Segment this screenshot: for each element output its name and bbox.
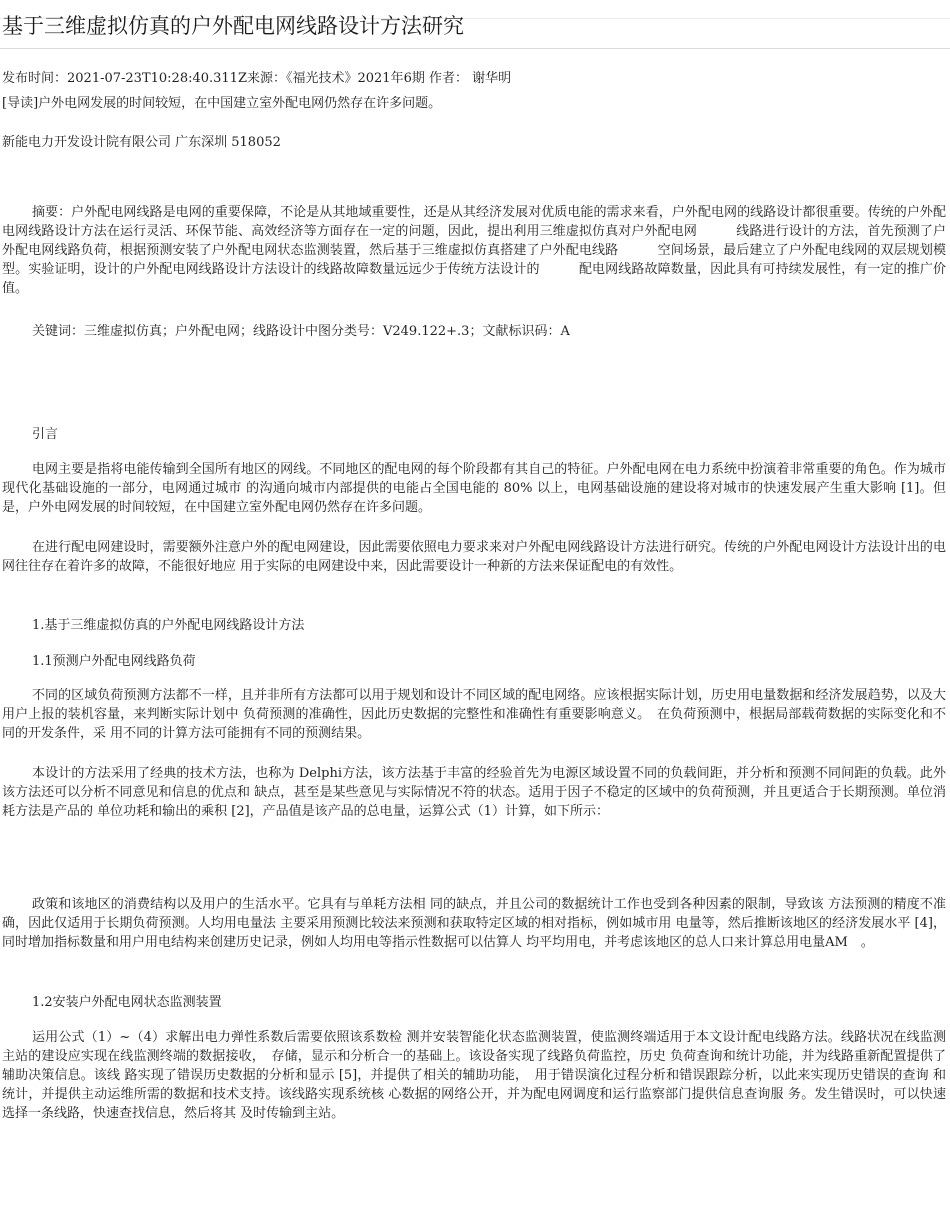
body-paragraph: 本设计的方法采用了经典的技术方法，也称为 Delphi方法，该方法基于丰富的经验首先为电源区域设置不同的负载间距，并分析和预测不同间距的负载。此外该方法还可以分析不同意见和信息的优点和 缺点，甚至是某些意见与实际情况不符的状态。适用于因子不稳定的区域中的负荷预测，并且更适合于长期预测。单位消耗方法是产品的 单位功耗和输出的乘积 [2]，产品值是该产品的总电量，运算公式（1）计算，如下所示：: [2, 766, 946, 819]
body-paragraph: 政策和该地区的消费结构以及用户的生活水平。它具有与单耗方法相 同的缺点，并且公司的数据统计工作也受到各种因素的限制，导致该 方法预测的精度不准确，因此仅适用于长期负荷预测。人均用电量法 主要采用预测比较法来预测和获取特定区域的相对指标，例如城市用 电量等，然后推断该地区的经济发展水平 [4]，同时增加指标数量和用户用电结构来创建历史记录，例如人均用电等指示性数据可以估算人 均平均用电，并考虑该地区的总人口来计算总用电量AM 。: [2, 897, 947, 950]
keywords-line: 关键词：三维虚拟仿真；户外配电网；线路设计中图分类号：V249.122+.3；文献标识码：A: [32, 324, 570, 339]
section-heading-intro: 引言: [32, 427, 59, 442]
body-paragraph: 在进行配电网建设时，需要额外注意户外的配电网建设，因此需要依照电力要求来对户外配电网线路设计方法进行研究。传统的户外配电网设计方法设计出的电网往往存在着许多的故障，不能很好地应 用于实际的电网建设中来，因此需要设计一种新的方法来保证配电的有效性。: [2, 540, 946, 574]
abstract-paragraph: 摘要：户外配电网线路是电网的重要保障，不论是从其地域重要性，还是从其经济发展对优质电能的需求来看，户外配电网的线路设计都很重要。传统的户外配电网线路设计方法在运行灵活、环保节能、高效经济等方面存在一定的问题，因此，提出利用三维虚拟仿真对户外配电网 线路进行设计的方法，首先预测了户外配电网线路负荷，根据预测安装了户外配电网状态监测装置，然后基于三维虚拟仿真搭建了户外配电线路 空间场景，最后建立了户外配电线网的双层规划模型。实验证明，设计的户外配电网线路设计方法设计的线路故障数量远远少于传统方法设计的 配电网线路故障数量，因此具有可持续发展性，有一定的推广价值。: [2, 205, 946, 296]
body-paragraph: 不同的区域负荷预测方法都不一样，且并非所有方法都可以用于规划和设计不同区域的配电网络。应该根据实际计划，历史用电量数据和经济发展趋势，以及大用户上报的装机容量，来判断实际计划中 负荷预测的准确性，因此历史数据的完整性和准确性有重要影响意义。 在负荷预测中，根据局部载荷数据的实际变化和不同的开发条件，采 用不同的计算方法可能拥有不同的预测结果。: [2, 688, 946, 741]
article-title: 基于三维虚拟仿真的户外配电网线路设计方法研究: [2, 14, 464, 38]
section-heading-1-2: 1.2安装户外配电网状态监测装置: [32, 995, 222, 1010]
body-paragraph: 电网主要是指将电能传输到全国所有地区的网线。不同地区的配电网的每个阶段都有其自己的特征。户外配电网在电力系统中扮演着非常重要的角色。作为城市现代化基础设施的一部分，电网通过城市 的沟通向城市内部提供的电能占全国电能的 80% 以上，电网基础设施的建设将对城市的快速发展产生重大影响 [1]。但是，户外电网发展的时间较短，在中国建立室外配电网仍然存在许多问题。: [2, 462, 946, 515]
body-paragraph: 运用公式（1）~（4）求解出电力弹性系数后需要依照该系数检 测并安装智能化状态监测装置，使监测终端适用于本文设计配电线路方法。线路状况在线监测主站的建设应实现在线监测终端的数据接收， 存储，显示和分析合一的基础上。该设备实现了线路负荷监控，历史 负荷查询和统计功能，并为线路重新配置提供了辅助决策信息。该线 路实现了错误历史数据的分析和显示 [5]，并提供了相关的辅助功能， 用于错误演化过程分析和错误跟踪分析，以此来实现历史错误的查询 和统计，并提供主动运维所需的数据和技术支持。该线路实现系统核 心数据的网络公开，并为配电网调度和运行监察部门提供信息查询服 务。发生错误时，可以快速选择一条线路，快速查找信息，然后将其 及时传输到主站。: [2, 1030, 946, 1121]
article-meta: 发布时间：2021-07-23T10:28:40.311Z来源：《福光技术》2021年6期 作者： 谢华明: [2, 71, 512, 86]
section-heading-1: 1.基于三维虚拟仿真的户外配电网线路设计方法: [32, 618, 305, 633]
article-lead: [导读]户外电网发展的时间较短，在中国建立室外配电网仍然存在许多问题。: [2, 96, 442, 111]
section-heading-1-1: 1.1预测户外配电网线路负荷: [32, 654, 196, 669]
author-organization: 新能电力开发设计院有限公司 广东深圳 518052: [2, 135, 281, 150]
title-divider: [0, 48, 950, 49]
